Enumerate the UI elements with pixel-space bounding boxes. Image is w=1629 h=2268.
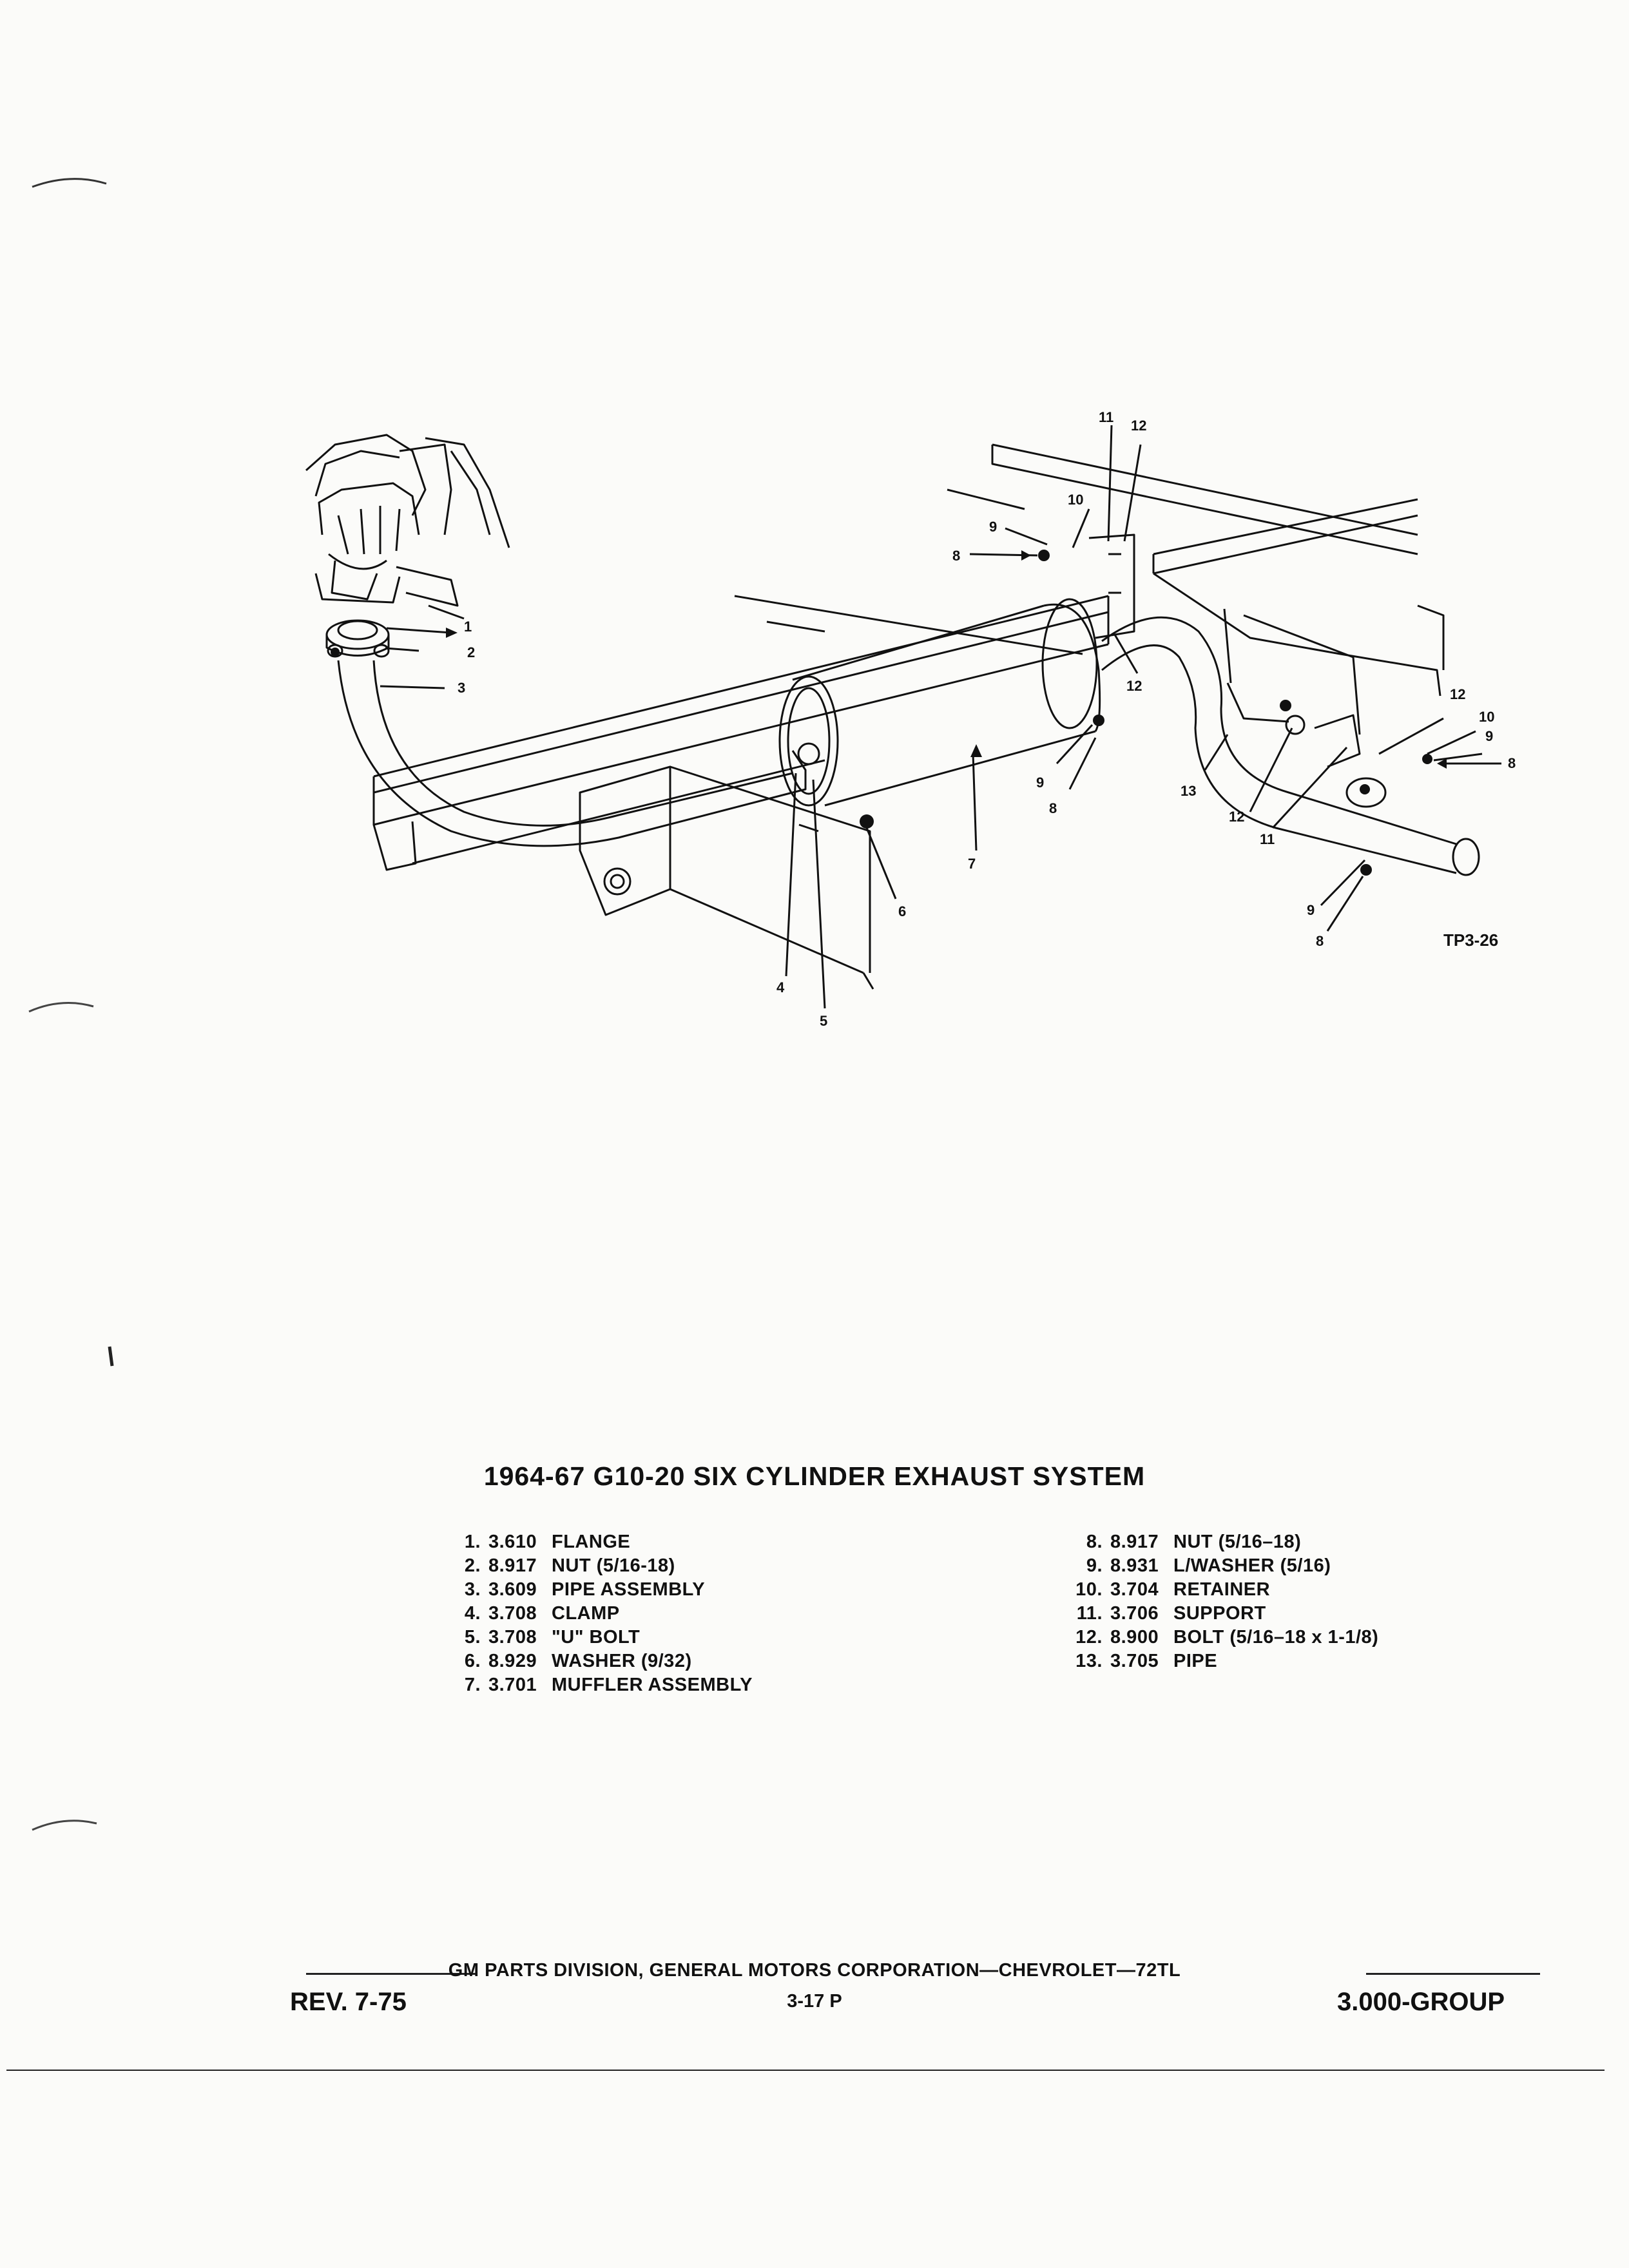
group-label: 3.000-GROUP <box>1337 1988 1505 2016</box>
rear-frame-rail <box>735 445 1443 735</box>
callout-13: 13 <box>1181 783 1197 799</box>
callout-8: 8 <box>1316 933 1324 949</box>
list-item: 9. 8.931 L/WASHER (5/16) <box>1086 1555 1331 1576</box>
footer-publisher: GM PARTS DIVISION, GENERAL MOTORS CORPORATION—CHEVROLET—72TL <box>448 1960 1181 1981</box>
callout-8: 8 <box>1049 800 1057 816</box>
list-item: 2. 8.917 NUT (5/16-18) <box>464 1555 675 1576</box>
list-item: 6. 8.929 WASHER (9/32) <box>464 1651 692 1671</box>
parts-list-left <box>445 1530 753 1697</box>
callout-10: 10 <box>1068 492 1084 508</box>
parts-list-right <box>1066 1530 1378 1673</box>
callout-9: 9 <box>1307 902 1315 918</box>
list-item: 7. 3.701 MUFFLER ASSEMBLY <box>464 1675 753 1695</box>
list-item: 8. 8.917 NUT (5/16–18) <box>1086 1532 1302 1552</box>
list-item: 5. 3.708 "U" BOLT <box>464 1627 641 1648</box>
list-item: 1. 3.610 FLANGE <box>464 1532 631 1552</box>
list-item: 10. 3.704 RETAINER <box>1075 1579 1271 1600</box>
flange-illustration <box>316 573 400 657</box>
callout-11: 11 <box>1260 831 1275 847</box>
callout-1: 1 <box>464 619 472 635</box>
callout-5: 5 <box>820 1013 828 1029</box>
rear-pipe <box>1102 617 1456 844</box>
callout-7: 7 <box>968 856 976 872</box>
callout-6: 6 <box>898 903 907 919</box>
list-item: 3. 3.609 PIPE ASSEMBLY <box>464 1579 706 1600</box>
list-item: 12. 8.900 BOLT (5/16–18 x 1-1/8) <box>1075 1627 1379 1648</box>
callout-12: 12 <box>1450 686 1466 702</box>
callout-9: 9 <box>989 519 998 535</box>
callout-9: 9 <box>1485 728 1494 744</box>
callout-labels <box>458 409 1516 1029</box>
revision-label: REV. 7-75 <box>290 1988 407 2016</box>
exhaust-system-diagram <box>0 0 1629 1128</box>
callout-12: 12 <box>1126 678 1142 694</box>
callout-4: 4 <box>776 979 785 995</box>
callout-12: 12 <box>1131 418 1147 434</box>
page-title: 1964-67 G10-20 SIX CYLINDER EXHAUST SYSTEM <box>483 1461 1146 1491</box>
list-item: 13. 3.705 PIPE <box>1075 1651 1218 1671</box>
callout-9: 9 <box>1036 774 1045 791</box>
bottom-rule <box>6 2070 1605 2071</box>
list-item: 4. 3.708 CLAMP <box>464 1603 620 1624</box>
list-item: 11. 3.706 SUPPORT <box>1076 1603 1266 1624</box>
callout-10: 10 <box>1479 709 1495 725</box>
hanger-bracket <box>580 744 873 989</box>
callout-8: 8 <box>952 548 961 564</box>
engine-manifold-illustration <box>306 435 509 619</box>
callout-12: 12 <box>1229 809 1245 825</box>
callout-8: 8 <box>1508 755 1516 771</box>
callout-2: 2 <box>467 644 476 660</box>
frame-crossmember <box>374 596 1108 870</box>
callout-11: 11 <box>1099 409 1114 425</box>
callout-3: 3 <box>458 680 466 696</box>
front-pipe <box>338 660 793 846</box>
page-number: 3-17 P <box>787 1991 842 2012</box>
figure-id: TP3-26 <box>1443 930 1499 950</box>
